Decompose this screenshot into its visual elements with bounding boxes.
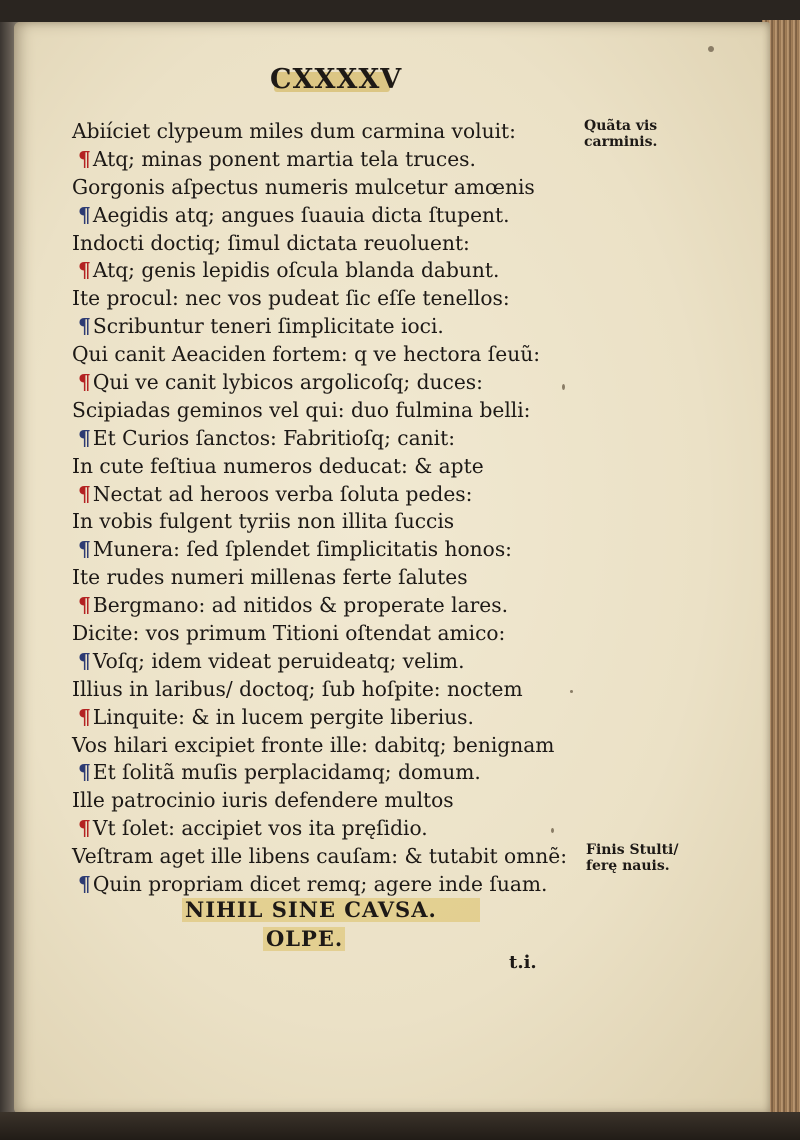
verse-line <box>72 369 572 397</box>
verse-text: Quin propriam dicet remq; agere inde ſuam. <box>92 872 548 897</box>
motto: NIHIL SINE CAVSA. <box>185 897 437 922</box>
verse-line <box>72 815 572 843</box>
verse-line <box>72 453 572 481</box>
verse-line <box>72 732 572 760</box>
verse-line <box>72 620 572 648</box>
verse-text: Scribuntur teneri ſimplicitate ioci. <box>92 314 444 339</box>
marginal-note-line: Finis Stulti/ <box>586 842 679 858</box>
pilcrow-mark: ¶ <box>78 537 91 562</box>
verse-line <box>72 425 572 453</box>
pilcrow-mark: ¶ <box>78 314 91 339</box>
verse-line <box>72 508 572 536</box>
verse-text: In cute feſtiua numeros deducat: & apte <box>72 453 484 478</box>
verse-text: Ille patrocinio iuris defendere multos <box>72 788 454 813</box>
pilcrow-mark: ¶ <box>78 816 91 841</box>
verse-line <box>72 146 572 174</box>
verse-line <box>72 202 572 230</box>
verse-text: Gorgonis aſpectus numeris mulcetur amœnis <box>72 174 535 199</box>
verse-line <box>72 481 572 509</box>
pilcrow-mark: ¶ <box>78 648 91 673</box>
verse-line <box>72 759 572 787</box>
verse-line <box>72 564 572 592</box>
verse-line <box>72 118 572 146</box>
verse-text: Ite procul: nec vos pudeat ſic eſſe tenellos: <box>72 286 510 311</box>
verse-text: Indocti doctiq; ſimul dictata reuoluent: <box>72 230 470 255</box>
verse-line <box>72 257 572 285</box>
verse-text: Illius in laribus/ doctoq; ſub hoſpite: noctem <box>72 676 523 701</box>
verse-line <box>72 704 572 732</box>
verse-line <box>72 313 572 341</box>
signature-mark: t.i. <box>509 952 537 973</box>
verse-line <box>72 230 572 258</box>
verse-text: Et ſolitã muſis perplacidamq; domum. <box>92 760 481 785</box>
verse-text: Atq; genis lepidis oſcula blanda dabunt. <box>92 258 500 283</box>
verse-text: Scipiadas geminos vel qui: duo fulmina belli: <box>72 397 531 422</box>
verse-line <box>72 648 572 676</box>
verse-text: Vos hilari excipiet fronte ille: dabitq; benignam <box>72 732 555 757</box>
verse-line <box>72 676 572 704</box>
verse-line <box>72 285 572 313</box>
verse-line <box>72 341 572 369</box>
page-bottom-shadow <box>0 1112 800 1140</box>
pilcrow-mark: ¶ <box>78 593 91 618</box>
verse-text: Abiíciet clypeum miles dum carmina voluit: <box>72 119 516 143</box>
paper-speck <box>570 690 573 693</box>
marginal-note-line: Quãta vis <box>584 118 658 134</box>
verse-text: Et Curios ſanctos: Fabritioſq; canit: <box>92 425 456 450</box>
marginal-note-top <box>584 118 657 150</box>
pilcrow-mark: ¶ <box>78 370 91 395</box>
verse-text: Dicite: vos primum Titioni oſtendat amico: <box>72 621 506 646</box>
verse-line <box>72 397 572 425</box>
verse-text: Qui ve canit lybicos argolicoſq; duces: <box>92 370 483 395</box>
verse-text: Qui canit Aeaciden fortem: q ve hectora ſeuũ: <box>72 342 541 367</box>
marginal-note-line: ferę nauis. <box>586 858 670 874</box>
verse-text: Voſq; idem videat peruideatq; velim. <box>92 648 465 673</box>
verse-text: Veſtram aget ille libens cauſam: & tutabit omnẽ: <box>72 844 568 869</box>
verse-block <box>72 118 572 899</box>
verse-text: Aegidis atq; angues ſuauia dicta ſtupent. <box>92 202 510 227</box>
pilcrow-mark: ¶ <box>78 872 91 897</box>
verse-text: Munera: ſed ſplendet ſimplicitatis honos: <box>92 537 512 562</box>
verse-text: Bergmano: ad nitidos & properate lares. <box>92 593 509 618</box>
paper-speck <box>551 828 554 833</box>
pilcrow-mark: ¶ <box>78 258 91 283</box>
verse-line <box>72 787 572 815</box>
verse-text: Nectat ad heroos verba ſoluta pedes: <box>92 481 473 506</box>
pilcrow-mark: ¶ <box>78 481 91 506</box>
verse-text: Ite rudes numeri millenas ferte ſalutes <box>72 565 468 590</box>
verse-line <box>72 843 572 871</box>
verse-line <box>72 536 572 564</box>
marginal-note-bottom <box>586 842 678 874</box>
verse-line <box>72 592 572 620</box>
author-name: OLPE. <box>266 926 344 951</box>
verse-text: Linquite: & in lucem pergite liberius. <box>92 704 474 729</box>
folio-number: CXXXXV <box>270 64 403 95</box>
pilcrow-mark: ¶ <box>78 704 91 729</box>
verse-text: Atq; minas ponent martia tela truces. <box>92 146 476 171</box>
pilcrow-mark: ¶ <box>78 425 91 450</box>
pilcrow-mark: ¶ <box>78 760 91 785</box>
marginal-note-line: carminis. <box>584 134 658 150</box>
verse-text: Vt ſolet: accipiet vos ita pręſidio. <box>92 816 428 841</box>
paper-speck <box>708 46 714 52</box>
pilcrow-mark: ¶ <box>78 146 91 171</box>
verse-text: In vobis fulgent tyriis non illita ſuccis <box>72 509 455 534</box>
paper-speck <box>562 384 565 390</box>
verse-line <box>72 174 572 202</box>
pilcrow-mark: ¶ <box>78 202 91 227</box>
